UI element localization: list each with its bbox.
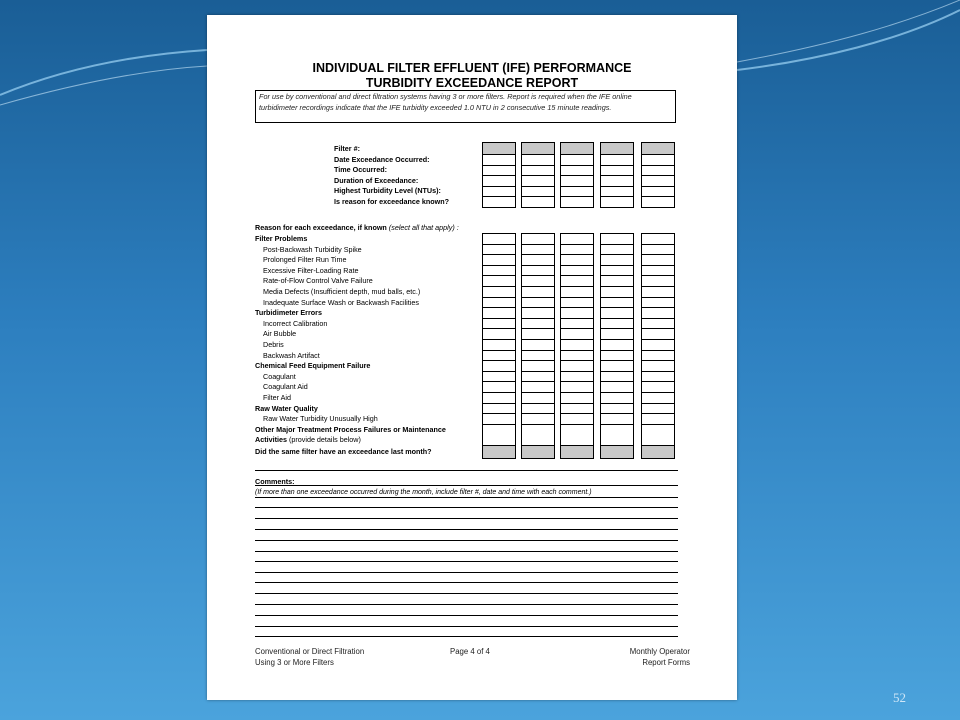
filter-entry-cell[interactable]	[601, 360, 633, 371]
filter-entry-cell[interactable]	[522, 339, 554, 350]
header-field-label: Date Exceedance Occurred:	[334, 154, 430, 164]
header-column	[641, 142, 675, 208]
filter-entry-cell[interactable]	[642, 186, 674, 197]
filter-entry-cell[interactable]	[483, 339, 515, 350]
footer-right-line2: Report Forms	[642, 657, 690, 667]
filter-entry-cell[interactable]	[483, 413, 515, 424]
filter-entry-cell[interactable]	[483, 371, 515, 382]
filter-entry-cell[interactable]	[642, 445, 674, 458]
filter-entry-cell[interactable]	[601, 244, 633, 255]
filter-entry-cell[interactable]	[561, 307, 593, 318]
filter-entry-cell[interactable]	[522, 445, 554, 458]
filter-entry-cell[interactable]	[642, 286, 674, 297]
section-heading: Filter Problems	[255, 234, 308, 243]
filter-entry-cell[interactable]	[642, 403, 674, 414]
reason-column	[600, 233, 634, 459]
filter-entry-cell[interactable]	[601, 403, 633, 414]
filter-entry-cell[interactable]	[522, 233, 554, 244]
filter-entry-cell[interactable]	[483, 381, 515, 392]
filter-entry-cell[interactable]	[522, 286, 554, 297]
reason-heading	[255, 223, 459, 233]
footer-left-line2: Using 3 or More Filters	[255, 657, 334, 667]
filter-entry-cell[interactable]	[601, 175, 633, 186]
filter-entry-cell[interactable]	[522, 186, 554, 197]
reason-item-label: Prolonged Filter Run Time	[263, 255, 347, 265]
section-heading: Raw Water Quality	[255, 403, 318, 413]
filter-entry-cell[interactable]	[522, 424, 554, 445]
filter-entry-cell[interactable]	[483, 154, 515, 165]
comment-line[interactable]	[255, 497, 678, 498]
reason-item-label: Media Defects (Insufficient depth, mud balls, etc.)	[263, 287, 421, 296]
filter-entry-cell[interactable]	[642, 233, 674, 244]
section-heading: Turbidimeter Errors	[255, 308, 322, 318]
comment-line[interactable]	[255, 626, 678, 627]
filter-entry-cell[interactable]	[601, 424, 633, 445]
filter-entry-cell[interactable]	[561, 233, 593, 244]
filter-entry-cell[interactable]	[642, 307, 674, 318]
filter-entry-cell[interactable]	[483, 175, 515, 186]
comment-line[interactable]	[255, 593, 678, 594]
filter-entry-cell[interactable]	[601, 371, 633, 382]
filter-entry-cell[interactable]	[561, 142, 593, 154]
reason-item-label: Post-Backwash Turbidity Spike	[263, 244, 362, 254]
filter-entry-cell[interactable]	[642, 254, 674, 265]
other-failures-label-line2	[255, 435, 361, 445]
filter-entry-cell[interactable]	[601, 233, 633, 244]
filter-entry-cell[interactable]	[561, 371, 593, 382]
footer-left	[255, 647, 364, 668]
comment-line[interactable]	[255, 636, 678, 637]
filter-entry-cell[interactable]	[642, 142, 674, 154]
filter-entry-cell[interactable]	[483, 445, 515, 458]
filter-entry-cell[interactable]	[601, 265, 633, 276]
filter-entry-cell[interactable]	[642, 360, 674, 371]
header-field-label: Time Occurred:	[334, 165, 387, 175]
header-column	[482, 142, 516, 208]
filter-entry-cell[interactable]	[601, 381, 633, 392]
filter-entry-cell[interactable]	[642, 175, 674, 186]
other-activities-text: Activities	[255, 435, 287, 445]
header-column	[560, 142, 594, 208]
filter-entry-cell[interactable]	[642, 265, 674, 276]
header-field-label: Duration of Exceedance:	[334, 175, 419, 185]
filter-entry-cell[interactable]	[561, 392, 593, 403]
form-title-line1: INDIVIDUAL FILTER EFFLUENT (IFE) PERFORMANCE	[312, 61, 632, 75]
filter-entry-cell[interactable]	[483, 297, 515, 308]
filter-entry-cell[interactable]	[483, 254, 515, 265]
comment-line[interactable]	[255, 615, 678, 616]
reason-column	[482, 233, 516, 459]
reason-item-label: Rate-of-Flow Control Valve Failure	[263, 276, 373, 286]
filter-entry-cell[interactable]	[601, 165, 633, 176]
filter-entry-cell[interactable]	[642, 339, 674, 350]
filter-entry-cell[interactable]	[561, 339, 593, 350]
filter-entry-cell[interactable]	[483, 318, 515, 329]
filter-entry-cell[interactable]	[601, 445, 633, 458]
filter-entry-cell[interactable]	[561, 196, 593, 207]
intro-instructions: For use by conventional and direct filtration systems having 3 or more filters. Report is required when the IFE online turbidimeter recordings indicate that the IFE turbidity exceeded 1.0 NTU in 2 consecutive 15 minute readings.	[255, 90, 676, 123]
comments-note: (If more than one exceedance occurred during the month, include filter #, date and time with each comment.)	[255, 489, 592, 496]
filter-entry-cell[interactable]	[642, 424, 674, 445]
comment-line[interactable]	[255, 604, 678, 605]
footer-left-line1: Conventional or Direct Filtration	[255, 647, 365, 656]
filter-entry-cell[interactable]	[561, 244, 593, 255]
filter-entry-cell[interactable]	[601, 350, 633, 361]
filter-entry-cell[interactable]	[561, 360, 593, 371]
filter-entry-cell[interactable]	[601, 142, 633, 154]
filter-entry-cell[interactable]	[522, 403, 554, 414]
slide-page-number: 52	[893, 690, 906, 705]
filter-entry-cell[interactable]	[561, 286, 593, 297]
filter-entry-cell[interactable]	[642, 392, 674, 403]
filter-entry-cell[interactable]	[522, 254, 554, 265]
filter-entry-cell[interactable]	[522, 392, 554, 403]
filter-entry-cell[interactable]	[522, 165, 554, 176]
filter-entry-cell[interactable]	[483, 307, 515, 318]
filter-entry-cell[interactable]	[642, 318, 674, 329]
filter-entry-cell[interactable]	[483, 392, 515, 403]
filter-entry-cell[interactable]	[642, 350, 674, 361]
header-field-label: Highest Turbidity Level (NTUs):	[334, 186, 441, 196]
header-field-label: Is reason for exceedance known?	[334, 197, 450, 206]
filter-entry-cell[interactable]	[522, 381, 554, 392]
filter-entry-cell[interactable]	[483, 142, 515, 154]
filter-entry-cell[interactable]	[483, 165, 515, 176]
reason-item-label: Inadequate Surface Wash or Backwash Facilities	[263, 297, 419, 307]
filter-entry-cell[interactable]	[483, 403, 515, 414]
filter-entry-cell[interactable]	[522, 297, 554, 308]
filter-entry-cell[interactable]	[561, 424, 593, 445]
reason-item-label: Filter Aid	[263, 393, 291, 402]
filter-entry-cell[interactable]	[483, 350, 515, 361]
reason-item-label: Raw Water Turbidity Unusually High	[263, 414, 378, 424]
filter-entry-cell[interactable]	[522, 307, 554, 318]
other-activities-note: (provide details below)	[288, 435, 361, 445]
header-column	[600, 142, 634, 208]
filter-entry-cell[interactable]	[561, 297, 593, 308]
filter-entry-cell[interactable]	[601, 254, 633, 265]
filter-entry-cell[interactable]	[642, 154, 674, 165]
section-heading: Chemical Feed Equipment Failure	[255, 361, 371, 371]
reason-item-label: Air Bubble	[263, 329, 297, 339]
filter-entry-cell[interactable]	[522, 360, 554, 371]
filter-entry-cell[interactable]	[561, 445, 593, 458]
filter-entry-cell[interactable]	[561, 318, 593, 329]
filter-entry-cell[interactable]	[522, 350, 554, 361]
filter-entry-cell[interactable]	[642, 196, 674, 207]
filter-entry-cell[interactable]	[561, 381, 593, 392]
filter-entry-cell[interactable]	[601, 186, 633, 197]
filter-entry-cell[interactable]	[601, 286, 633, 297]
comment-line[interactable]	[255, 551, 678, 552]
footer-page: Page 4 of 4	[450, 647, 490, 656]
filter-entry-cell[interactable]	[561, 165, 593, 176]
filter-entry-cell[interactable]	[601, 307, 633, 318]
report-form-page	[207, 15, 737, 700]
filter-entry-cell[interactable]	[522, 371, 554, 382]
filter-entry-cell[interactable]	[561, 175, 593, 186]
filter-entry-cell[interactable]	[522, 175, 554, 186]
comment-line[interactable]	[255, 507, 678, 508]
comment-line[interactable]	[255, 470, 678, 471]
filter-entry-cell[interactable]	[642, 371, 674, 382]
reason-item-label: Incorrect Calibration	[263, 318, 328, 328]
filter-entry-cell[interactable]	[601, 154, 633, 165]
form-title-line2: TURBIDITY EXCEEDANCE REPORT	[365, 76, 579, 90]
reason-column	[521, 233, 555, 459]
header-field-label: Filter #:	[334, 144, 360, 153]
filter-entry-cell[interactable]	[522, 244, 554, 255]
filter-entry-cell[interactable]	[483, 244, 515, 255]
filter-entry-cell[interactable]	[483, 196, 515, 207]
filter-entry-cell[interactable]	[522, 328, 554, 339]
reason-heading-note: (select all that apply) :	[388, 223, 459, 232]
reason-item-label: Coagulant Aid	[263, 382, 308, 392]
filter-entry-cell[interactable]	[561, 413, 593, 424]
filter-entry-cell[interactable]	[561, 403, 593, 414]
filter-entry-cell[interactable]	[561, 154, 593, 165]
filter-entry-cell[interactable]	[601, 392, 633, 403]
header-column	[521, 142, 555, 208]
filter-entry-cell[interactable]	[642, 413, 674, 424]
comment-line[interactable]	[255, 582, 678, 583]
filter-entry-cell[interactable]	[483, 275, 515, 286]
same-filter-question: Did the same filter have an exceedance last month?	[255, 447, 432, 456]
filter-entry-cell[interactable]	[483, 186, 515, 197]
filter-entry-cell[interactable]	[483, 265, 515, 276]
filter-entry-cell[interactable]	[522, 318, 554, 329]
filter-entry-cell[interactable]	[522, 275, 554, 286]
filter-entry-cell[interactable]	[561, 265, 593, 276]
filter-entry-cell[interactable]	[601, 328, 633, 339]
comment-line[interactable]	[255, 485, 678, 486]
filter-entry-cell[interactable]	[601, 413, 633, 424]
reason-item-label: Debris	[263, 340, 284, 349]
filter-entry-cell[interactable]	[522, 196, 554, 207]
other-failures-label-line1: Other Major Treatment Process Failures or Maintenance	[255, 424, 446, 434]
filter-entry-cell[interactable]	[642, 328, 674, 339]
filter-entry-cell[interactable]	[561, 275, 593, 286]
filter-entry-cell[interactable]	[483, 286, 515, 297]
reason-item-label: Backwash Artifact	[263, 350, 320, 360]
filter-entry-cell[interactable]	[483, 233, 515, 244]
filter-entry-cell[interactable]	[561, 328, 593, 339]
filter-entry-cell[interactable]	[642, 297, 674, 308]
filter-entry-cell[interactable]	[601, 339, 633, 350]
filter-entry-cell[interactable]	[483, 360, 515, 371]
reason-item-label: Excessive Filter-Loading Rate	[263, 265, 359, 275]
filter-entry-cell[interactable]	[601, 318, 633, 329]
comment-line[interactable]	[255, 518, 678, 519]
filter-entry-cell[interactable]	[561, 186, 593, 197]
reason-column	[641, 233, 675, 459]
filter-entry-cell[interactable]	[642, 165, 674, 176]
comments-label: Comments:	[255, 477, 295, 486]
filter-entry-cell[interactable]	[522, 154, 554, 165]
filter-entry-cell[interactable]	[601, 297, 633, 308]
comment-line[interactable]	[255, 561, 678, 562]
comment-line[interactable]	[255, 529, 678, 530]
filter-entry-cell[interactable]	[642, 275, 674, 286]
filter-entry-cell[interactable]	[601, 275, 633, 286]
reason-heading-text: Reason for each exceedance, if known	[255, 223, 387, 232]
footer-right	[590, 647, 690, 668]
filter-entry-cell[interactable]	[483, 424, 515, 445]
filter-entry-cell[interactable]	[522, 265, 554, 276]
filter-entry-cell[interactable]	[522, 413, 554, 424]
footer-right-line1: Monthly Operator	[629, 647, 690, 656]
filter-entry-cell[interactable]	[483, 328, 515, 339]
filter-entry-cell[interactable]	[642, 244, 674, 255]
filter-entry-cell[interactable]	[522, 142, 554, 154]
filter-entry-cell[interactable]	[561, 254, 593, 265]
comment-line[interactable]	[255, 572, 678, 573]
comment-line[interactable]	[255, 540, 678, 541]
filter-entry-cell[interactable]	[642, 381, 674, 392]
filter-entry-cell[interactable]	[561, 350, 593, 361]
filter-entry-cell[interactable]	[601, 196, 633, 207]
reason-column	[560, 233, 594, 459]
reason-item-label: Coagulant	[263, 371, 296, 381]
